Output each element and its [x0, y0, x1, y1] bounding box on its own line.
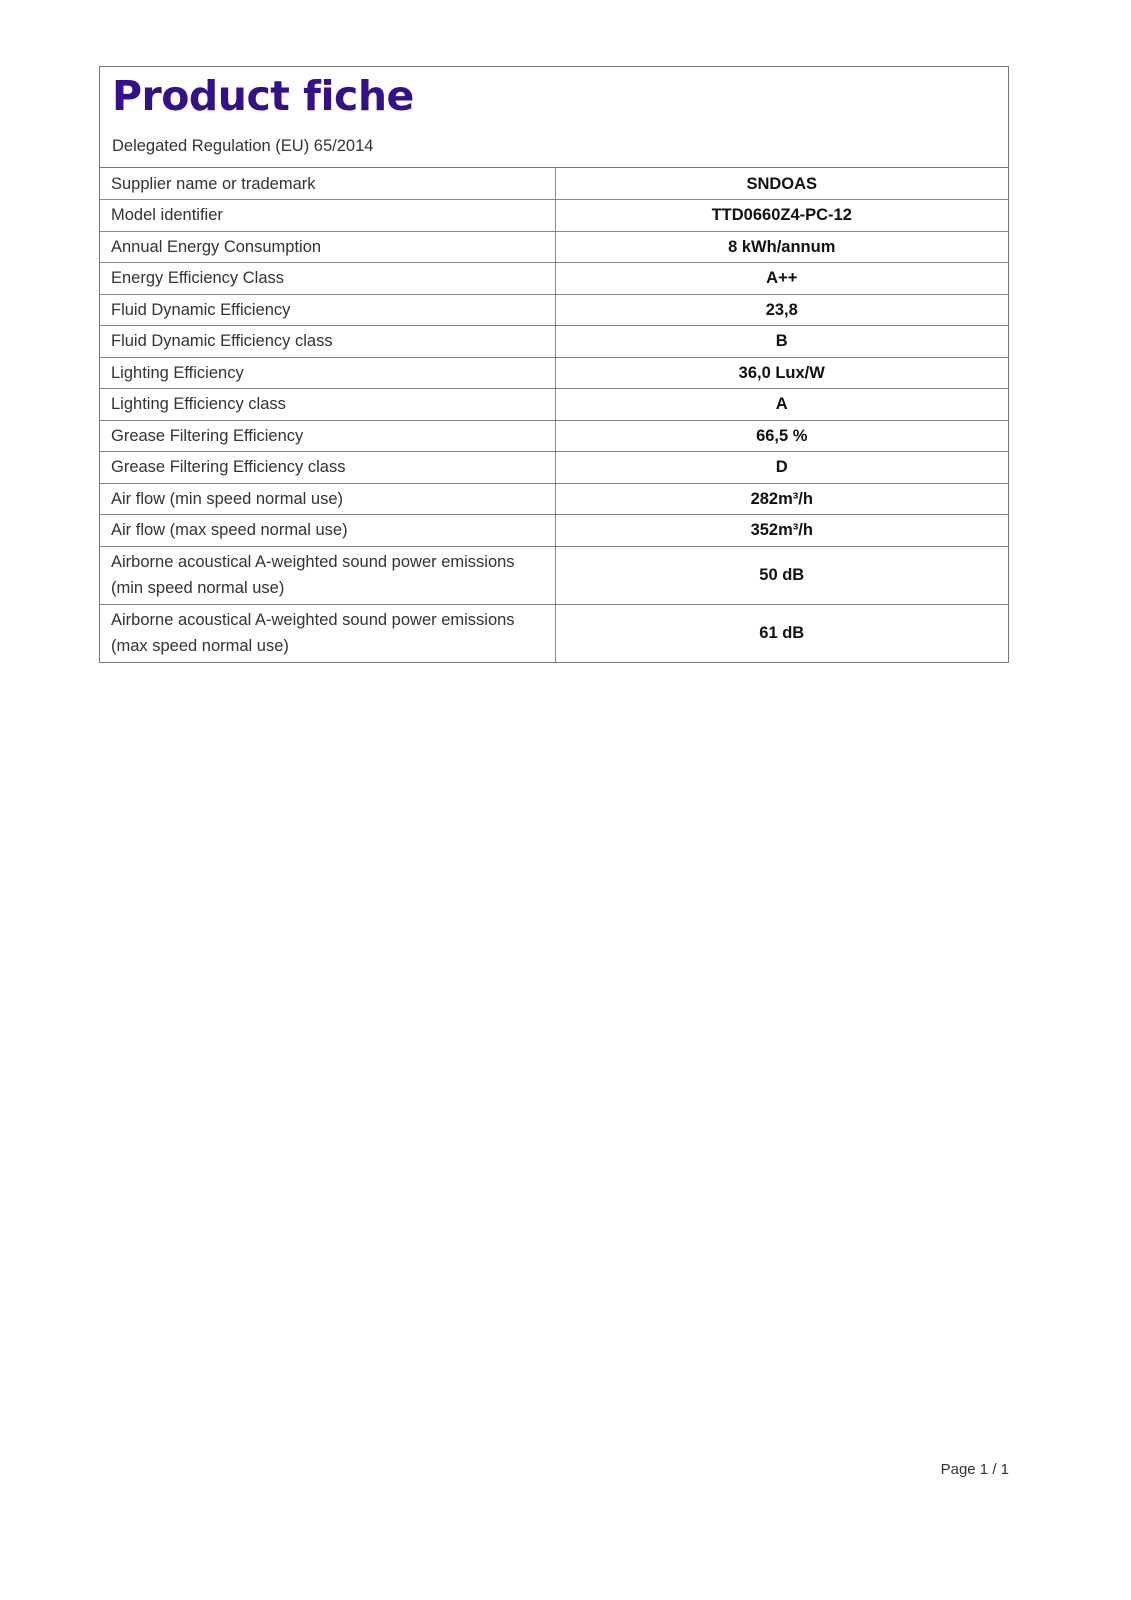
row-value: D — [555, 452, 1008, 484]
row-value: 36,0 Lux/W — [555, 357, 1008, 389]
row-label: Air flow (max speed normal use) — [100, 515, 555, 547]
row-value: TTD0660Z4-PC-12 — [555, 200, 1008, 232]
row-value: 352m³/h — [555, 515, 1008, 547]
page-number: Page 1 / 1 — [940, 1461, 1009, 1478]
table-row — [100, 326, 1008, 358]
table-row — [100, 263, 1008, 295]
row-value: 282m³/h — [555, 483, 1008, 515]
table-row — [100, 200, 1008, 232]
table-row — [100, 389, 1008, 421]
row-value: 50 dB — [555, 546, 1008, 604]
table-row — [100, 452, 1008, 484]
table-row — [100, 546, 1008, 604]
row-label: Airborne acoustical A-weighted sound power emissions (max speed normal use) — [100, 604, 555, 662]
page-title: Product fiche — [112, 72, 414, 120]
row-label: Fluid Dynamic Efficiency class — [100, 326, 555, 358]
row-value: A++ — [555, 263, 1008, 295]
spec-table — [100, 168, 1008, 662]
table-row — [100, 231, 1008, 263]
row-value: 8 kWh/annum — [555, 231, 1008, 263]
row-value: B — [555, 326, 1008, 358]
row-label: Grease Filtering Efficiency — [100, 420, 555, 452]
header — [100, 67, 1008, 168]
row-label: Air flow (min speed normal use) — [100, 483, 555, 515]
table-row — [100, 357, 1008, 389]
row-label: Energy Efficiency Class — [100, 263, 555, 295]
row-label: Grease Filtering Efficiency class — [100, 452, 555, 484]
table-row — [100, 604, 1008, 662]
row-label: Fluid Dynamic Efficiency — [100, 294, 555, 326]
table-row — [100, 483, 1008, 515]
row-label: Airborne acoustical A-weighted sound power emissions (min speed normal use) — [100, 546, 555, 604]
row-value: 23,8 — [555, 294, 1008, 326]
row-value: 66,5 % — [555, 420, 1008, 452]
table-row — [100, 168, 1008, 200]
table-row — [100, 294, 1008, 326]
row-value: 61 dB — [555, 604, 1008, 662]
row-value: SNDOAS — [746, 174, 818, 193]
row-label: Model identifier — [100, 200, 555, 232]
row-label: Lighting Efficiency class — [100, 389, 555, 421]
row-value: A — [555, 389, 1008, 421]
row-label: Lighting Efficiency — [100, 357, 555, 389]
table-row — [100, 515, 1008, 547]
table-row — [100, 420, 1008, 452]
regulation-subtitle: Delegated Regulation (EU) 65/2014 — [112, 137, 374, 155]
row-label: Annual Energy Consumption — [100, 231, 555, 263]
row-label: Supplier name or trademark — [100, 168, 555, 200]
product-fiche-table — [99, 66, 1009, 663]
